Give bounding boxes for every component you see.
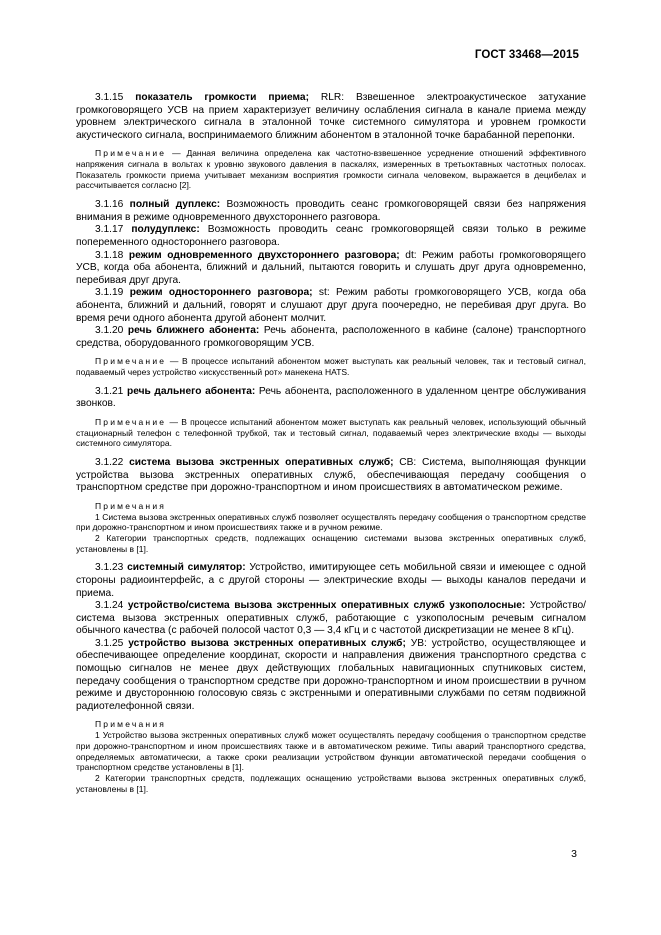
term-number: 3.1.18	[95, 249, 124, 261]
term-3-1-19	[76, 287, 586, 325]
term-3-1-25	[76, 638, 586, 714]
term-number: 3.1.21	[95, 385, 124, 397]
term-number: 3.1.25	[95, 637, 124, 649]
note-label: Примечание	[95, 148, 167, 159]
notes-title-3-1-22: Примечания	[95, 500, 167, 511]
document-body	[76, 92, 586, 794]
note-item: 1 Устройство вызова экстренных оперативных служб может осуществлять передачу сообщения о транспортном средстве при дорожно-транспортном и ином происшествиях также и в автоматическом режиме. Типы аварий транспортного средства, определяемых автоматически, а также сроки реализации устройством функции автоматической передачи сообщения о транспортном средстве установлены в [1].	[76, 730, 586, 773]
note-text: — В процессе испытаний абонентом может выступать как реальный человек, так и тестовый сигнал, подаваемый через устройство «искусственный рот» манекена HATS.	[76, 356, 586, 378]
term-definition: Возможность проводить сеанс громкоговорящей связи только в режиме попеременного одностороннего разговора.	[76, 224, 586, 248]
note-item: 2 Категории транспортных средств, подлежащих оснащению системами вызова экстренных оперативных служб, установлены в [1].	[76, 532, 586, 554]
standard-designation: ГОСТ 33468—2015	[474, 49, 579, 61]
term-3-1-18	[76, 250, 586, 288]
term-definition: st: Режим работы громкоговорящего УСВ, когда оба абонента, ближний и дальний, говорят и слушают друг друга поочередно, не перебивая друг друга. Во время речи одного абонента другой абонент молчит.	[76, 287, 586, 324]
note-item: 2 Категории транспортных средств, подлежащих оснащению устройствами вызова экстренных оперативных служб, установлены в [1].	[76, 772, 586, 794]
note-text: — Данная величина определена как частотно-взвешенное усреднение отношений эффективного напряжения сигнала в вольтах к уровню звукового давления в паскалях, измеренных в третьоктавных частотных полосах. Показатель громкости приема учитывает механизм восприятия громкости сигнала человеком, выражается в децибелах и рассчитывается согласно [2].	[76, 148, 586, 191]
term-name: полудуплекс:	[131, 224, 200, 236]
term-number: 3.1.23	[95, 562, 124, 574]
term-3-1-15	[76, 92, 586, 142]
term-number: 3.1.19	[95, 287, 124, 299]
term-definition: СВ: Система, выполняющая функции устройства вызова экстренных оперативных служб, обеспечивающая передачу сообщения о транспортном средстве при дорожно-транспортном и ином происшествиях в автоматическом режиме.	[76, 457, 586, 494]
term-name: устройство вызова экстренных оперативных служб;	[128, 637, 406, 649]
term-number: 3.1.22	[95, 457, 124, 469]
term-definition: RLR: Взвешенное электроакустическое затухание громкоговорящего УСВ на прием характеризует величину ослабления сигнала в канале приема между уровнем электрического сигнала в эталонной точке системного симулятора и уровнем громкости акустического сигнала, воспринимаемого ближним абонентом в эталонной точке барабанной перепонки.	[76, 92, 586, 141]
note-3-1-15	[76, 148, 586, 191]
note-label: Примечание	[95, 356, 167, 367]
term-definition: dt: Режим работы громкоговорящего УСВ, когда оба абонента, ближний и дальний, пытаются говорить и слушать друг друга одновременно, перебивая друг друга.	[76, 249, 586, 286]
term-name: речь дальнего абонента:	[126, 385, 256, 397]
term-definition: Речь абонента, расположенного в удаленном центре обслуживания звонков.	[76, 385, 586, 410]
term-definition: УВ: устройство, осуществляющее и обеспечивающее определение координат, скорости и направления движения транспортного средства с помощью сигналов не менее двух действующих глобальных навигационных спутниковых систем, передачу сообщения о транспортном средстве при дорожно-транспортном и ином происшествии в ручном режиме и двустороннюю голосовую связь с экстренными и оперативными службами по сетям подвижной радиотелефонной связи.	[76, 637, 586, 712]
notes-title-3-1-25: Примечания	[95, 719, 167, 730]
term-definition: Речь абонента, расположенного в кабине (салоне) транспортного средства, оборудованного громкоговорящим УСВ.	[76, 325, 586, 349]
term-number: 3.1.16	[95, 199, 124, 211]
term-definition: Устройство/система вызова экстренных оперативных служб, работающие с узкополосным речевым сигналом обычного качества (с рабочей полосой частот 0,3 — 3,4 кГц и с частотой дискретизации не менее 8 кГц).	[76, 600, 586, 637]
term-3-1-17	[76, 224, 586, 249]
note-text: — В процессе испытаний абонентом может выступать как реальный человек, использующий обычный стационарный телефон с телефонной трубкой, так и тестовый сигнал, подаваемый через электрические входы — выходы системного симулятора.	[76, 416, 586, 449]
term-name: полный дуплекс:	[129, 199, 221, 211]
term-3-1-16	[76, 199, 586, 224]
term-name: режим одновременного двухстороннего разговора;	[128, 249, 400, 261]
term-3-1-23	[76, 562, 586, 600]
term-name: речь ближнего абонента:	[127, 325, 260, 337]
term-number: 3.1.20	[95, 325, 124, 337]
term-3-1-20	[76, 325, 586, 350]
note-3-1-21	[76, 417, 586, 449]
note-label: Примечание	[95, 416, 167, 427]
term-number: 3.1.17	[95, 224, 124, 236]
term-name: режим одностороннего разговора;	[129, 287, 313, 299]
term-3-1-22	[76, 457, 586, 495]
term-name: устройство/система вызова экстренных оперативных служб узкополосные:	[127, 600, 526, 612]
page-number: 3	[571, 848, 577, 860]
term-name: системный симулятор:	[127, 562, 246, 574]
term-definition: Возможность проводить сеанс громкоговорящей связи без напряжения внимания в режиме одновременного двухстороннего разговора.	[76, 199, 586, 223]
term-3-1-21	[76, 386, 586, 411]
term-name: система вызова экстренных оперативных служб;	[129, 457, 394, 469]
note-3-1-20	[76, 356, 586, 377]
term-number: 3.1.15	[95, 92, 124, 103]
term-definition: Устройство, имитирующее сеть мобильной связи и имеющее с одной стороны радиоинтерфейс, а с другой стороны — электрические входы — выходы каналов передачи и приема.	[76, 562, 586, 599]
term-name: показатель громкости приема;	[135, 92, 309, 103]
term-3-1-24	[76, 600, 586, 638]
note-item: 1 Система вызова экстренных оперативных служб позволяет осуществлять передачу сообщения о транспортном средстве при дорожно-транспортном и ином происшествиях также и в ручном режиме.	[76, 511, 586, 533]
term-number: 3.1.24	[95, 600, 124, 612]
